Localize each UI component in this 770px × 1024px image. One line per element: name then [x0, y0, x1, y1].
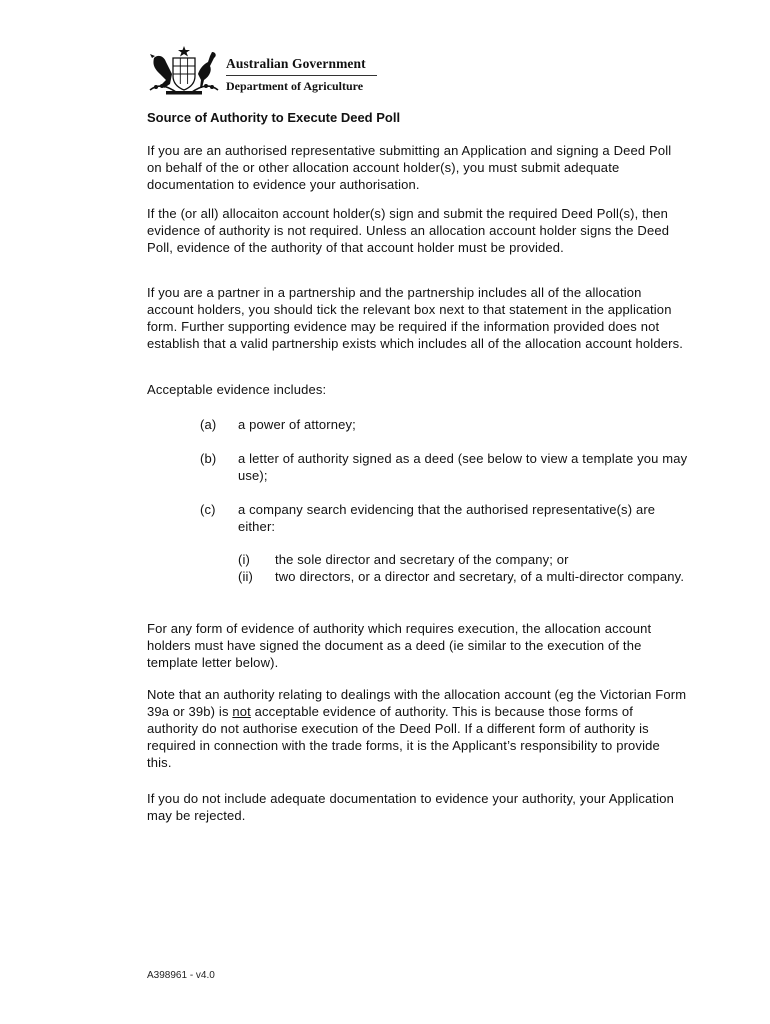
sub-list-marker: (ii) — [238, 569, 254, 584]
paragraph-acceptable-evidence: Acceptable evidence includes: — [147, 382, 327, 397]
authority-note-text-start: Note that an authority relating to dealings with the allocation account (eg the Victorian Form 39a or 39b) is — [147, 687, 687, 719]
department-name: Department of Agriculture — [226, 79, 364, 93]
paragraph-rejection-warning: If you do not include adequate documentation to evidence your authority, your Application may be rejected. — [147, 791, 674, 823]
paragraph-account-holders-sign: If the (or all) allocaiton account holder(s) sign and submit the required Deed Poll(s), then evidence of authority is not required. Unless an allocation account holder signs the Deed Poll, evidence of the authority of that account holder must be provided. — [147, 206, 670, 255]
list-item-text: a company search evidencing that the authorised representative(s) are either: — [238, 502, 656, 534]
sub-list-item-text: the sole director and secretary of the company; or — [275, 552, 569, 567]
paragraph-partnership: If you are a partner in a partnership and the partnership includes all of the allocation account holders, you should tick the relevant box next to that statement in the application form. Further supporting evidence may be required if the information provided does not establish that a valid partnership exists which includes all of the allocation account holders. — [147, 285, 683, 351]
authority-note-emphasis: not — [232, 704, 251, 719]
list-item-text: a power of attorney; — [238, 417, 356, 432]
sub-list-item-text: two directors, or a director and secretary, of a multi-director company. — [275, 569, 685, 584]
coat-of-arms-icon — [146, 44, 222, 96]
list-marker: (b) — [200, 451, 217, 466]
paragraph-authority-note — [147, 686, 687, 771]
list-marker: (c) — [200, 502, 216, 517]
list-item-text: a letter of authority signed as a deed (see below to view a template you may use); — [238, 451, 688, 483]
authority-note-text-end: acceptable evidence of authority. This is because those forms of authority do not authorise execution of the Deed Poll. If a different form of authority is required in connection with the trade forms, it is the Applicant’s responsibility to provide this. — [147, 704, 660, 770]
page-title: Source of Authority to Execute Deed Poll — [147, 110, 401, 125]
list-marker: (a) — [200, 417, 217, 432]
sub-list-marker: (i) — [238, 552, 250, 567]
header-divider — [226, 75, 377, 76]
government-name: Australian Government — [226, 56, 366, 71]
paragraph-execution-as-deed: For any form of evidence of authority which requires execution, the allocation account holders must have signed the document as a deed (ie similar to the execution of the template letter below). — [147, 621, 652, 670]
paragraph-authorised-representative: If you are an authorised representative submitting an Application and signing a Deed Poll on behalf of the or other allocation account holder(s), you must submit adequate documentation to evidence your authorisation. — [147, 143, 672, 192]
document-reference: A398961 - v4.0 — [147, 970, 215, 981]
